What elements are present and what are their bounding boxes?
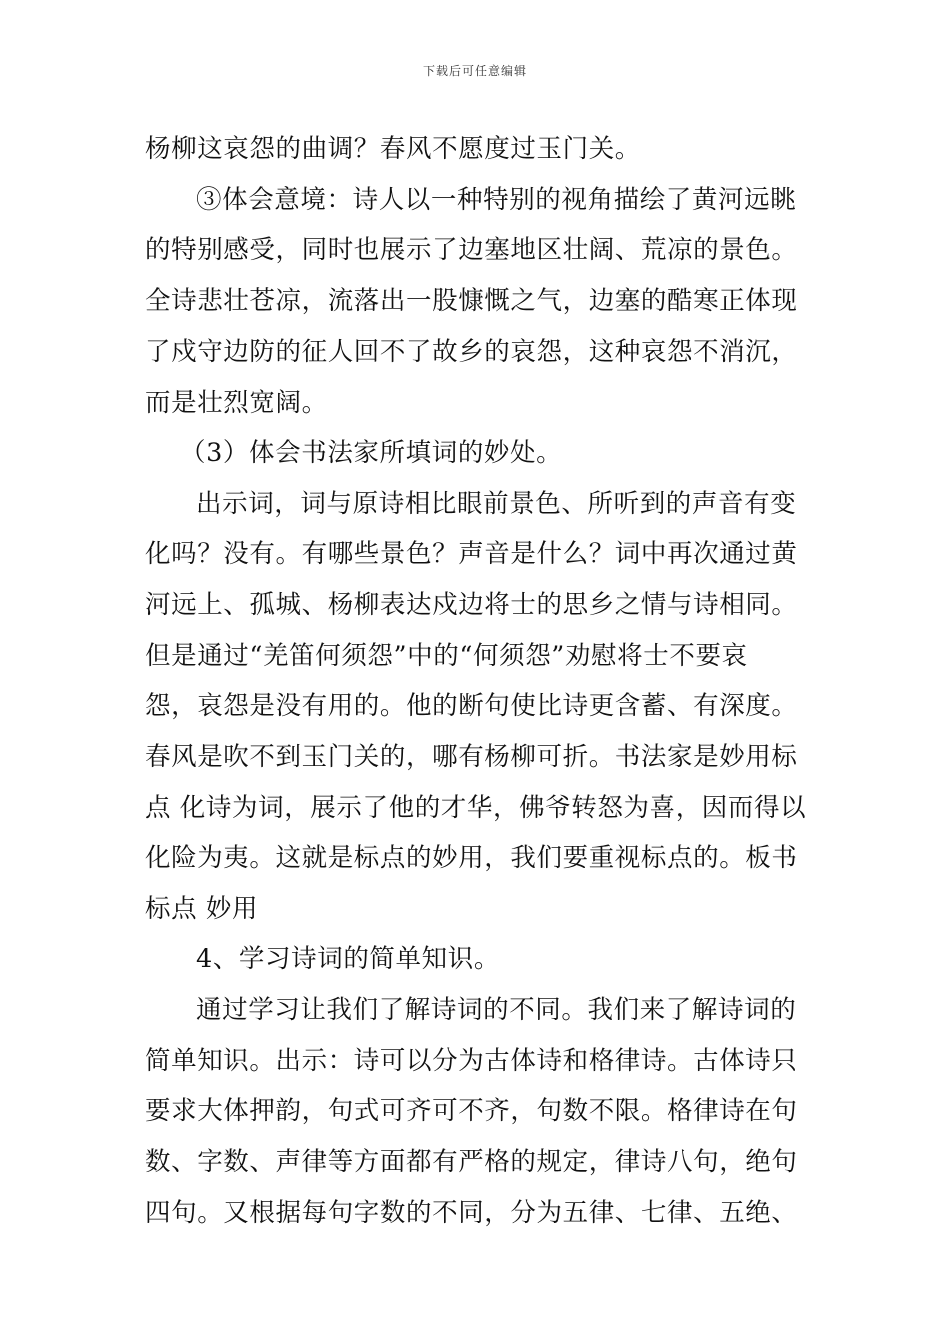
text-line: 四句。又根据每句字数的不同，分为五律、七律、五绝、 bbox=[145, 1198, 798, 1228]
text-line: 春风是吹不到玉门关的，哪有杨柳可折。书法家是妙用标 bbox=[145, 742, 798, 772]
text-line: 通过学习让我们了解诗词的不同。我们来了解诗词的 bbox=[196, 995, 797, 1025]
text-line: 要求大体押韵，句式可齐可不齐，句数不限。格律诗在句 bbox=[145, 1096, 798, 1126]
text-line: 化险为夷。这就是标点的妙用，我们要重视标点的。板书 bbox=[145, 843, 798, 873]
text-line: 全诗悲壮苍凉，流落出一股慷慨之气，边塞的酷寒正体现 bbox=[145, 286, 798, 316]
text-line: 河远上、孤城、杨柳表达戍边将士的思乡之情与诗相同。 bbox=[145, 590, 798, 620]
page-header: 下载后可任意编辑 bbox=[422, 64, 527, 78]
text-line: 点 化诗为词，展示了他的才华，佛爷转怒为喜，因而得以 bbox=[145, 793, 807, 823]
text-line: 的特别感受，同时也展示了边塞地区壮阔、荒凉的景色。 bbox=[145, 235, 798, 265]
text-line: 标点 妙用 bbox=[145, 894, 259, 924]
text-line: 了戍守边防的征人回不了故乡的哀怨，这种哀怨不消沉， bbox=[145, 337, 798, 367]
text-line: 简单知识。出示：诗可以分为古体诗和格律诗。古体诗只 bbox=[145, 1046, 798, 1076]
text-line: 但是通过“羌笛何须怨”中的“何须怨”劝慰将士不要哀 bbox=[145, 641, 748, 671]
text-line: ③体会意境：诗人以一种特别的视角描绘了黄河远眺 bbox=[196, 185, 797, 215]
text-line: 杨柳这哀怨的曲调？春风不愿度过玉门关。 bbox=[145, 134, 641, 164]
text-line: （3）体会书法家所填词的妙处。 bbox=[180, 438, 563, 468]
text-line: 而是壮烈宽阔。 bbox=[145, 388, 328, 418]
text-line: 数、字数、声律等方面都有严格的规定，律诗八句，绝句 bbox=[145, 1147, 798, 1177]
text-line: 4、学习诗词的简单知识。 bbox=[196, 944, 500, 974]
text-line: 出示词，词与原诗相比眼前景色、所听到的声音有变 bbox=[196, 489, 797, 519]
text-line: 怨，哀怨是没有用的。他的断句使比诗更含蓄、有深度。 bbox=[145, 691, 798, 721]
text-line: 化吗？没有。有哪些景色？声音是什么？词中再次通过黄 bbox=[145, 539, 798, 569]
